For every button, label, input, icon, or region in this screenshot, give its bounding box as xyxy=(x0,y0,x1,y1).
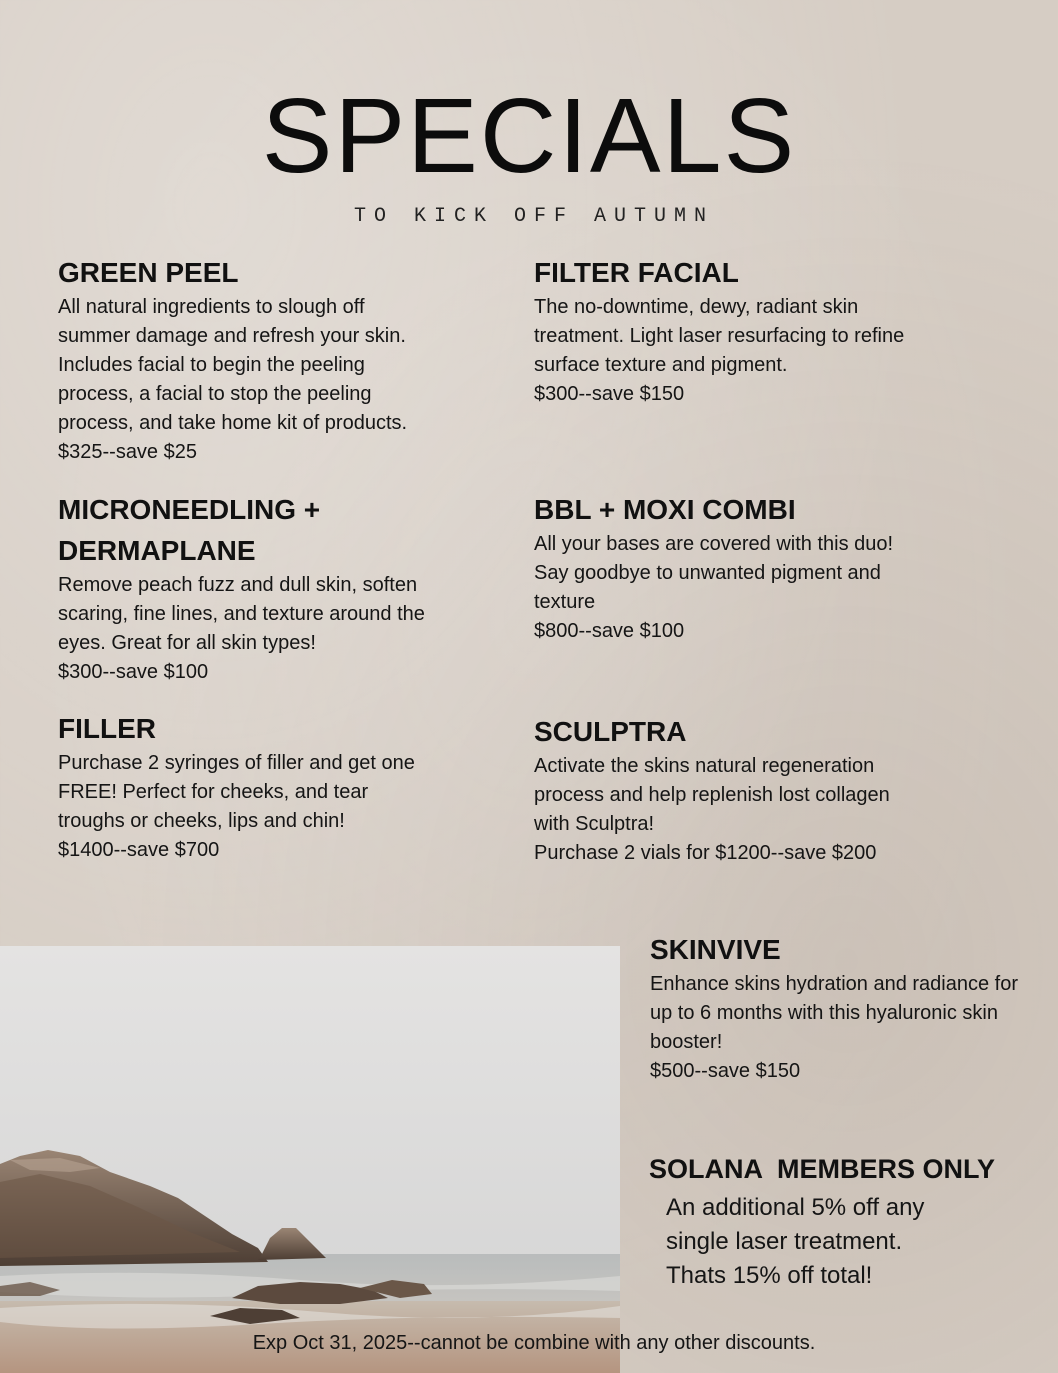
special-title: FILLER xyxy=(58,713,156,744)
page-title: SPECIALS xyxy=(261,77,797,195)
special-desc-line: troughs or cheeks, lips and chin! xyxy=(58,810,345,832)
special-title: BBL + MOXI COMBI xyxy=(534,494,796,525)
special-title: FILTER FACIAL xyxy=(534,257,739,288)
special-desc-line: The no-downtime, dewy, radiant skin xyxy=(534,296,859,318)
special-title: SKINVIVE xyxy=(650,934,781,965)
special-title-line: MICRONEEDLING + xyxy=(58,494,321,525)
special-desc-line: Activate the skins natural regeneration xyxy=(534,755,875,777)
special-sculptra xyxy=(534,711,1014,868)
special-filler xyxy=(58,708,498,865)
special-price: $800--save $100 xyxy=(534,620,685,642)
special-desc-line: Enhance skins hydration and radiance for xyxy=(650,973,1019,995)
special-desc-line: with Sculptra! xyxy=(534,813,655,835)
special-desc-line: treatment. Light laser resurfacing to refine xyxy=(534,325,905,347)
members-line: Thats 15% off total! xyxy=(666,1262,873,1289)
special-desc-line: process, a facial to stop the peeling xyxy=(58,383,372,405)
special-price: $1400--save $700 xyxy=(58,839,220,861)
beach-photo xyxy=(0,946,620,1373)
special-price: $325--save $25 xyxy=(58,441,197,463)
special-desc-line: scaring, fine lines, and texture around the xyxy=(58,603,425,625)
special-price: $300--save $150 xyxy=(534,383,685,405)
special-skinvive xyxy=(650,929,1050,1086)
special-desc-line: surface texture and pigment. xyxy=(534,354,788,376)
members-title: SOLANA MEMBERS ONLY xyxy=(649,1154,996,1184)
special-title: GREEN PEEL xyxy=(58,257,239,288)
special-desc-line: process and help replenish lost collagen xyxy=(534,784,890,806)
special-desc-line: Remove peach fuzz and dull skin, soften xyxy=(58,574,418,596)
special-desc-line: Say goodbye to unwanted pigment and xyxy=(534,562,881,584)
special-desc-line: FREE! Perfect for cheeks, and tear xyxy=(58,781,369,803)
special-desc-line: All your bases are covered with this duo! xyxy=(534,533,894,555)
special-price: Purchase 2 vials for $1200--save $200 xyxy=(534,842,877,864)
page-subtitle: TO KICK OFF AUTUMN xyxy=(353,205,715,228)
special-desc-line: texture xyxy=(534,591,596,613)
special-desc-line: booster! xyxy=(650,1031,723,1053)
special-microneedling-dermaplane xyxy=(58,489,498,687)
special-filter-facial xyxy=(534,252,1014,409)
special-desc-line: Includes facial to begin the peeling xyxy=(58,354,365,376)
special-desc-line: up to 6 months with this hyaluronic skin xyxy=(650,1002,998,1024)
special-desc-line: All natural ingredients to slough off xyxy=(58,296,365,318)
special-title: SCULPTRA xyxy=(534,716,687,747)
special-desc-line: Purchase 2 syringes of filler and get one xyxy=(58,752,415,774)
special-green-peel xyxy=(58,252,498,467)
members-line: single laser treatment. xyxy=(666,1228,903,1255)
special-desc-line: eyes. Great for all skin types! xyxy=(58,632,316,654)
members-offer xyxy=(649,1152,1049,1293)
special-bbl-moxi-combi xyxy=(534,489,1014,646)
expiration-note: Exp Oct 31, 2025--cannot be combine with any other discounts. xyxy=(252,1332,816,1354)
special-desc-line: process, and take home kit of products. xyxy=(58,412,408,434)
members-line: An additional 5% off any xyxy=(666,1194,925,1221)
special-title-line: DERMAPLANE xyxy=(58,535,256,566)
special-desc-line: summer damage and refresh your skin. xyxy=(58,325,406,347)
special-price: $500--save $150 xyxy=(650,1060,801,1082)
special-price: $300--save $100 xyxy=(58,661,209,683)
